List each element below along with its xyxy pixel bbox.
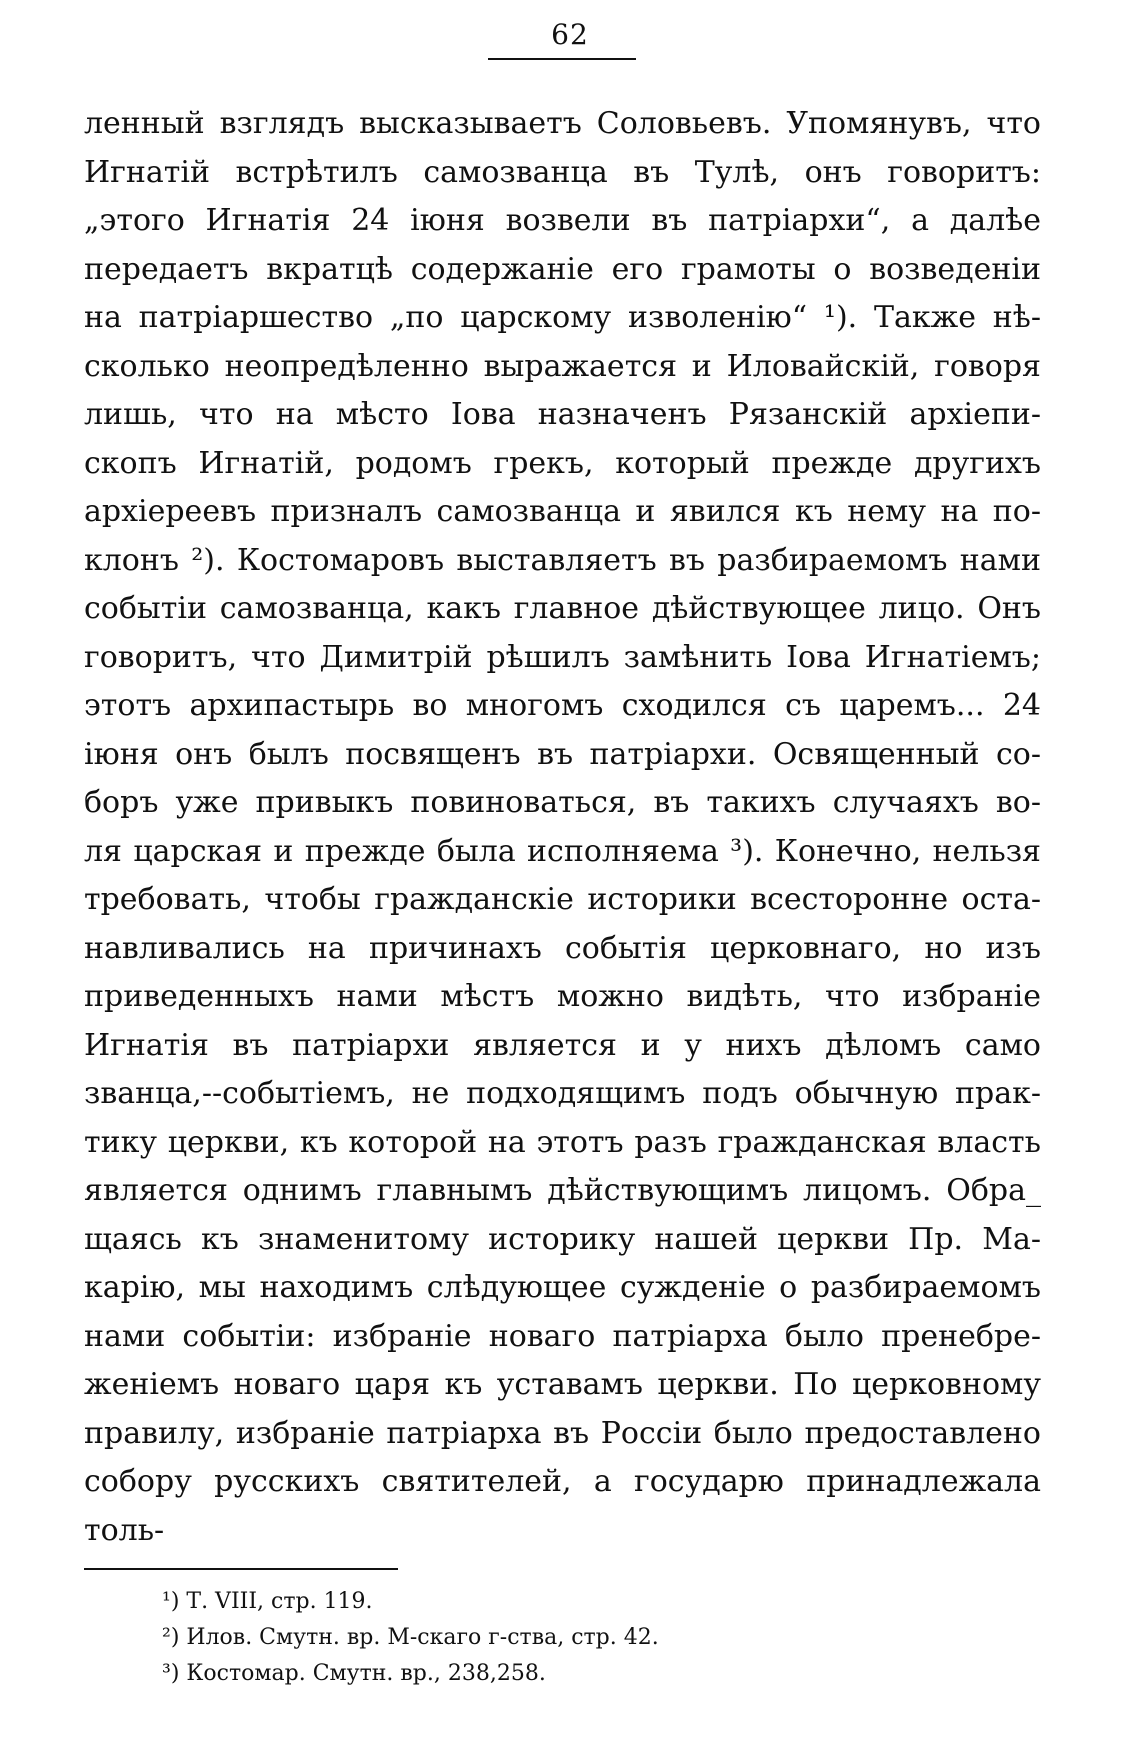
- footnote-1: ¹) Т. VIII, стр. 119.: [162, 1589, 373, 1614]
- text-line: передаетъ вкратцѣ содержаніе его грамоты о возведеніи: [84, 251, 1041, 287]
- text-line: щаясь къ знаменитому историку нашей церкви Пр. Ма-: [84, 1221, 1041, 1257]
- footnote-rule: [84, 1568, 398, 1570]
- text-line: собору русскихъ святителей, а государю принадлежала толь-: [84, 1464, 1041, 1548]
- main-text: [84, 100, 1041, 1548]
- footnote-3: ³) Костомар. Смутн. вр., 238,258.: [162, 1661, 546, 1686]
- text-line: ленный взглядъ высказываетъ Соловьевъ. Упомянувъ, что: [84, 106, 1041, 141]
- text-line: боръ уже привыкъ повиноваться, въ такихъ случаяхъ во-: [84, 785, 1041, 820]
- footnotes: [162, 1584, 862, 1692]
- text-line: карію, мы находимъ слѣдующее сужденіе о разбираемомъ: [84, 1270, 1041, 1305]
- text-line: ля царская и прежде была исполняема ³). Конечно, нельзя: [84, 833, 1041, 869]
- page-number: 62: [551, 18, 589, 51]
- text-line: сколько неопредѣленно выражается и Иловайскій, говоря: [84, 348, 1041, 384]
- footnote-2: ²) Илов. Смутн. вр. М-скаго г-ства, стр. 42.: [162, 1625, 659, 1650]
- text-line: Игнатія въ патріархи является и у нихъ дѣломъ само: [84, 1027, 1041, 1063]
- text-line: нами событіи: избраніе новаго патріарха было пренебре-: [84, 1318, 1041, 1354]
- text-line: Игнатій встрѣтилъ самозванца въ Тулѣ, онъ говоритъ:: [84, 154, 1041, 190]
- text-line: этотъ архипастырь во многомъ сходился съ царемъ... 24: [84, 688, 1041, 723]
- text-line: архіереевъ призналъ самозванца и явился къ нему на по-: [84, 494, 1041, 529]
- text-line: правилу, избраніе патріарха въ Россіи было предоставлено: [84, 1415, 1041, 1451]
- text-line: званца,--событіемъ, не подходящимъ подъ обычную прак-: [84, 1076, 1041, 1111]
- text-line: является однимъ главнымъ дѣйствующимъ лицомъ. Обра_: [84, 1173, 1041, 1208]
- text-line: событіи самозванца, какъ главное дѣйствующее лицо. Онъ: [84, 591, 1041, 626]
- text-line: скопъ Игнатій, родомъ грекъ, который прежде другихъ: [84, 445, 1041, 481]
- text-line: приведенныхъ нами мѣстъ можно видѣть, что избраніе: [84, 979, 1041, 1014]
- text-line: на патріаршество „по царскому изволенію“ ¹). Также нѣ-: [84, 300, 1041, 335]
- text-line: „этого Игнатія 24 іюня возвели въ патріархи“, а далѣе: [84, 203, 1041, 238]
- text-line: женіемъ новаго царя къ уставамъ церкви. По церковному: [84, 1367, 1041, 1402]
- text-line: лишь, что на мѣсто Іова назначенъ Рязанскій архіепи-: [84, 397, 1041, 432]
- text-line: навливались на причинахъ событія церковнаго, но изъ: [84, 930, 1041, 966]
- page-number-rule: [488, 58, 636, 60]
- text-line: говоритъ, что Димитрій рѣшилъ замѣнить Іова Игнатіемъ;: [84, 639, 1041, 675]
- text-line: требовать, чтобы гражданскіе историки всесторонне оста-: [84, 882, 1041, 917]
- text-line: тику церкви, къ которой на этотъ разъ гражданская власть: [84, 1124, 1041, 1160]
- text-line: іюня онъ былъ посвященъ въ патріархи. Освященный со-: [84, 736, 1041, 772]
- text-line: клонъ ²). Костомаровъ выставляетъ въ разбираемомъ нами: [84, 542, 1041, 578]
